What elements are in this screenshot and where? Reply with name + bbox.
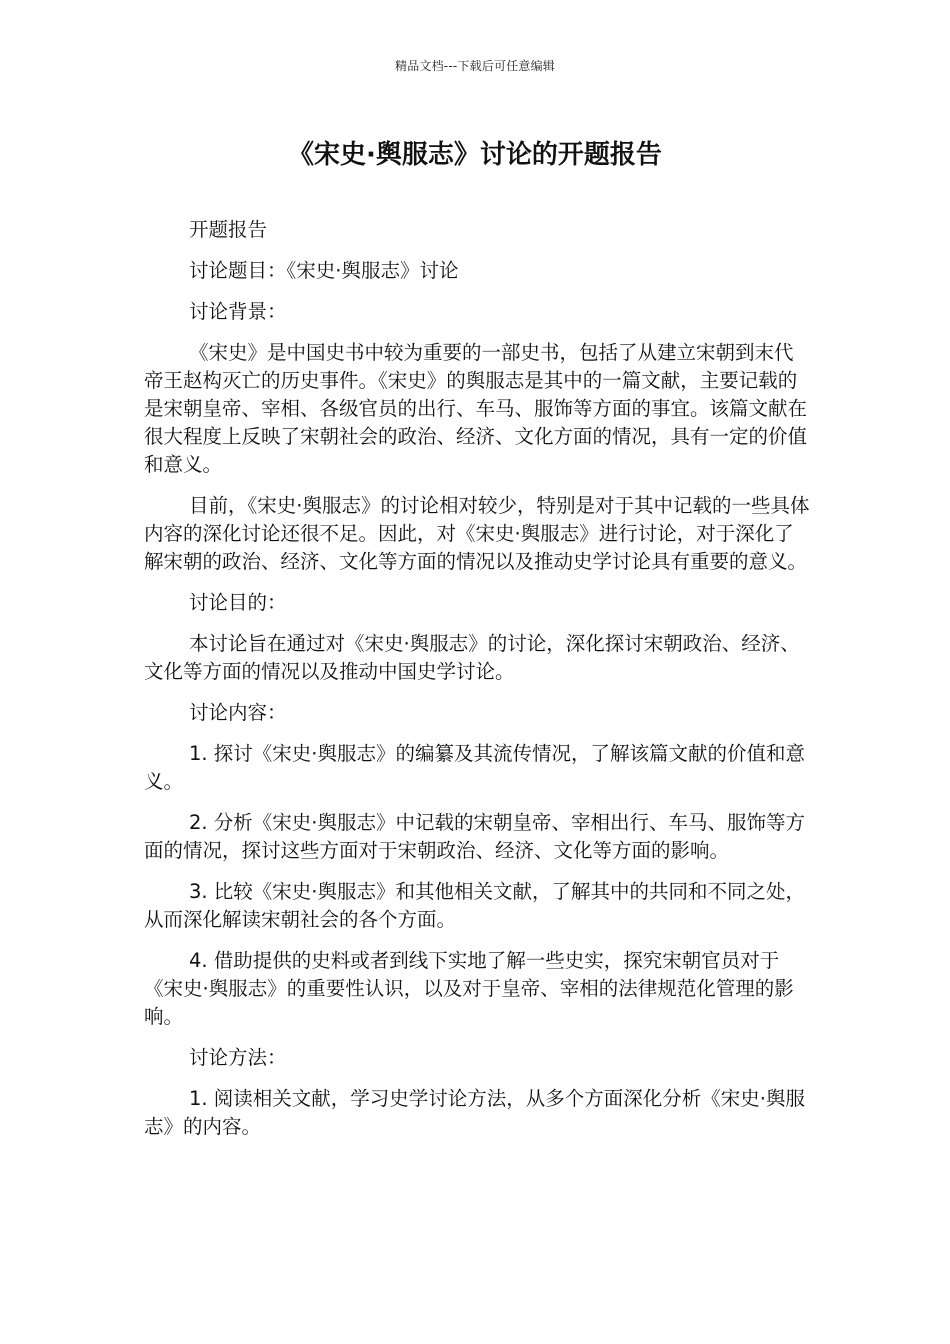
method-item-1: 1. 阅读相关文献，学习史学讨论方法，从多个方面深化分析《宋史·舆服志》的内容。 (144, 1087, 806, 1138)
content-item-3: 3. 比较《宋史·舆服志》和其他相关文献，了解其中的共同和不同之处，从而深化解读宋朝社会的各个方面。 (144, 880, 806, 931)
paragraph-report-label: 开题报告 (189, 218, 268, 241)
heading-method: 讨论方法： (189, 1046, 287, 1069)
header-note: 精品文档---下载后可任意编辑 (395, 59, 555, 73)
heading-purpose: 讨论目的： (189, 591, 287, 614)
document-title: 《宋史·舆服志》讨论的开题报告 (288, 140, 662, 170)
heading-content: 讨论内容： (189, 701, 287, 724)
content-item-4: 4. 借助提供的史料或者到线下实地了解一些史实，探究宋朝官员对于《宋史·舆服志》的重要性认识，以及对于皇帝、宰相的法律规范化管理的影响。 (144, 949, 794, 1028)
content-item-2: 2. 分析《宋史·舆服志》中记载的宋朝皇帝、宰相出行、车马、服饰等方面的情况，探讨这些方面对于宋朝政治、经济、文化等方面的影响。 (144, 811, 806, 862)
paragraph-topic: 讨论题目：《宋史·舆服志》讨论 (189, 259, 459, 282)
paragraph-purpose: 本讨论旨在通过对《宋史·舆服志》的讨论，深化探讨宋朝政治、经济、文化等方面的情况以及推动中国史学讨论。 (144, 632, 800, 683)
paragraph-background-2: 目前，《宋史·舆服志》的讨论相对较少，特别是对于其中记载的一些具体内容的深化讨论还很不足。因此，对《宋史·舆服志》进行讨论，对于深化了解宋朝的政治、经济、文化等方面的情况以及推动史学讨论具有重要的意义。 (144, 494, 810, 573)
content-item-1: 1. 探讨《宋史·舆服志》的编纂及其流传情况，了解该篇文献的价值和意义。 (144, 742, 806, 793)
paragraph-background-1: 《宋史》是中国史书中较为重要的一部史书，包括了从建立宋朝到末代帝王赵构灭亡的历史事件。《宋史》的舆服志是其中的一篇文献，主要记载的是宋朝皇帝、宰相、各级官员的出行、车马、服饰等方面的事宜。该篇文献在很大程度上反映了宋朝社会的政治、经济、文化方面的情况，具有一定的价值和意义。 (144, 341, 808, 476)
heading-background: 讨论背景： (189, 300, 287, 323)
document-body (144, 216, 810, 1154)
